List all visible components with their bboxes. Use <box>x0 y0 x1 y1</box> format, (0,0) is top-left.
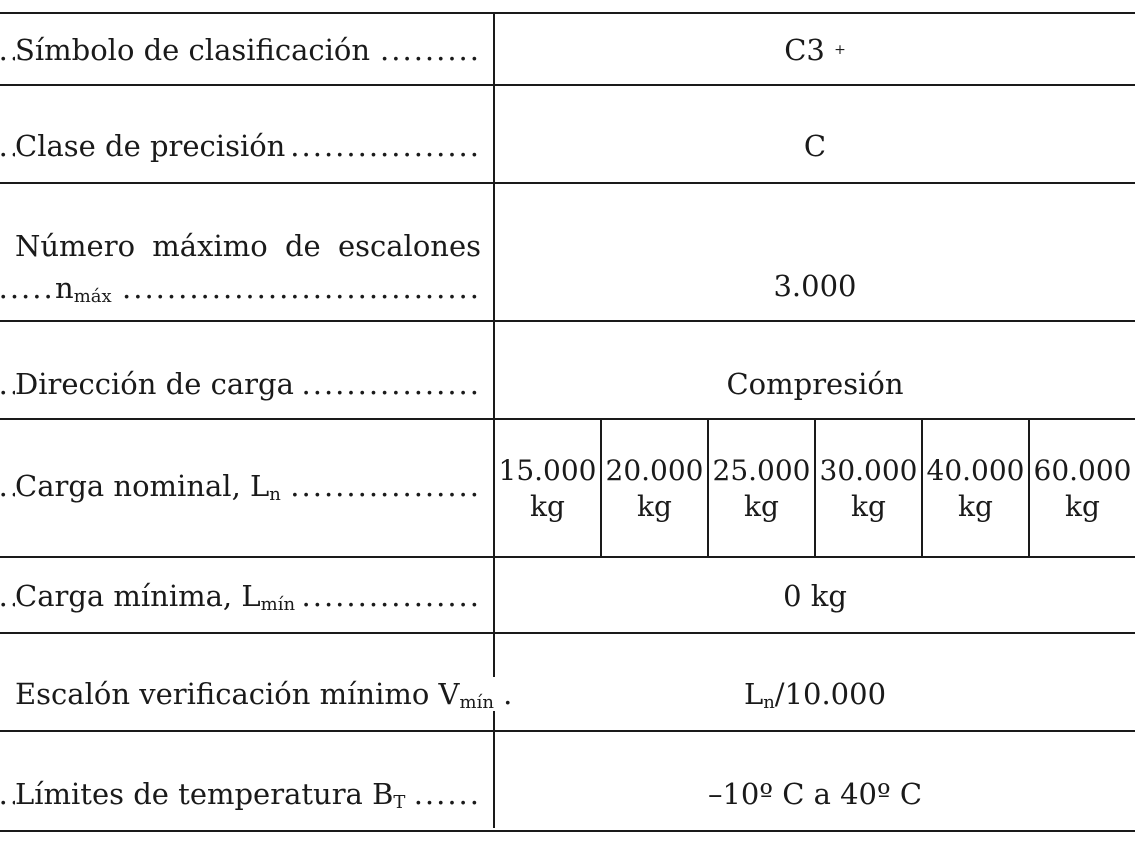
table-row <box>0 84 1135 184</box>
table-row <box>0 320 1135 420</box>
label-tail: . <box>503 677 513 711</box>
load-cell <box>600 420 707 558</box>
load-cell <box>814 420 921 558</box>
label-subscript: mín <box>260 594 296 615</box>
value-text: C3 <box>784 33 825 67</box>
load-unit: kg <box>1065 490 1100 523</box>
label-subscript: T <box>393 792 406 813</box>
label-text: n <box>55 271 74 305</box>
label-text: Dirección de carga <box>15 367 300 401</box>
row-label <box>15 366 481 402</box>
load-unit: kg <box>744 490 779 523</box>
table-row <box>0 632 1135 732</box>
value-subscript: n <box>763 692 775 713</box>
row-value <box>495 32 1135 68</box>
label-text: Escalón verificación mínimo V <box>15 677 460 711</box>
table-row <box>0 730 1135 832</box>
row-value: Compresión <box>726 367 904 401</box>
value-text: /10.000 <box>774 677 887 711</box>
row-label-line1: Número máximo de escalones <box>15 229 481 263</box>
load-unit: kg <box>637 490 672 523</box>
load-cell <box>921 420 1028 558</box>
load-value: 30.000 <box>819 454 918 487</box>
table-row <box>0 12 1135 86</box>
label-text: Carga nominal, L <box>15 469 270 503</box>
table-row <box>0 556 1135 634</box>
load-unit: kg <box>530 490 565 523</box>
row-label <box>15 128 481 164</box>
label-text: Símbolo de clasificación <box>15 33 376 67</box>
row-label <box>15 676 513 713</box>
load-cell <box>495 420 600 558</box>
load-cell <box>1028 420 1135 558</box>
row-label-line2 <box>55 270 481 306</box>
marking-symbol-icon: + <box>834 42 846 58</box>
load-value: 40.000 <box>926 454 1025 487</box>
row-value: C <box>803 129 827 163</box>
label-subscript: máx <box>73 286 112 307</box>
load-unit: kg <box>958 490 993 523</box>
row-value: –10º C a 40º C <box>707 777 923 811</box>
value-text: L <box>743 677 764 711</box>
load-value: 20.000 <box>605 454 704 487</box>
load-value: 25.000 <box>712 454 811 487</box>
label-text: Límites de temperatura B <box>15 777 394 811</box>
label-subscript: mín <box>459 692 494 713</box>
load-cell <box>707 420 814 558</box>
label-subscript: n <box>269 484 281 505</box>
table-row <box>0 418 1135 558</box>
row-label <box>15 32 481 68</box>
nominal-load-cells <box>495 420 1135 558</box>
load-value: 15.000 <box>498 454 597 487</box>
row-label <box>15 468 481 504</box>
row-label <box>15 578 481 614</box>
label-text: Clase de precisión <box>15 129 291 163</box>
table-row <box>0 182 1135 322</box>
label-text: Carga mínima, L <box>15 579 261 613</box>
load-value: 60.000 <box>1033 454 1132 487</box>
load-unit: kg <box>851 490 886 523</box>
row-value: 0 kg <box>783 579 847 613</box>
row-value: 3.000 <box>773 269 857 303</box>
row-label <box>15 776 481 812</box>
row-value <box>495 676 1135 712</box>
